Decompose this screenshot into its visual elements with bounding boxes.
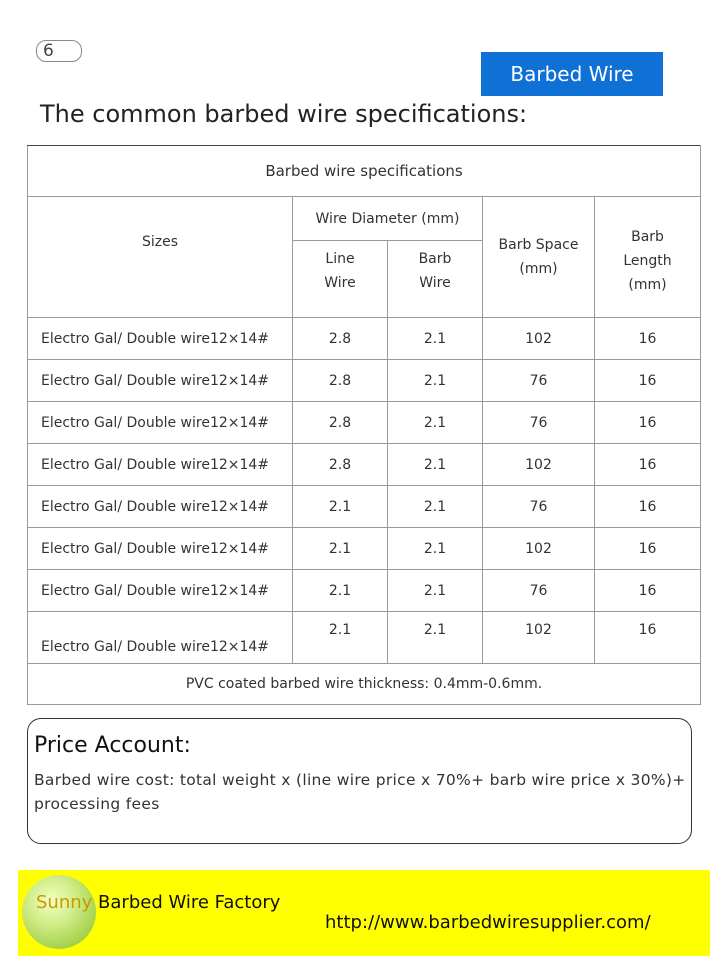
cell-barb-length: 16 xyxy=(595,444,701,486)
table-row xyxy=(28,570,701,612)
cell-line-wire: 2.8 xyxy=(293,318,388,360)
cell-size: Electro Gal/ Double wire12×14# xyxy=(28,612,293,664)
table-footer: PVC coated barbed wire thickness: 0.4mm-0.6mm. xyxy=(28,664,701,705)
cell-barb-wire: 2.1 xyxy=(388,444,483,486)
table-title-row xyxy=(28,146,701,197)
price-text: Barbed wire cost: total weight x (line wire price x 70%+ barb wire price x 30%)+ processing fees xyxy=(34,771,686,813)
cell-line-wire: 2.1 xyxy=(293,486,388,528)
cell-barb-wire: 2.1 xyxy=(388,402,483,444)
cell-barb-space: 76 xyxy=(483,360,595,402)
cell-barb-length: 16 xyxy=(595,612,701,664)
brand-name-first: Sunny xyxy=(36,892,93,913)
cell-line-wire: 2.8 xyxy=(293,360,388,402)
cell-barb-space: 102 xyxy=(483,444,595,486)
table-row xyxy=(28,402,701,444)
header-sizes: Sizes xyxy=(28,197,293,318)
header-line-wire xyxy=(293,241,388,318)
cell-barb-space: 102 xyxy=(483,528,595,570)
cell-barb-length: 16 xyxy=(595,318,701,360)
table-row xyxy=(28,318,701,360)
page-number: 6 xyxy=(36,40,82,62)
cell-line-wire: 2.8 xyxy=(293,444,388,486)
specs-table xyxy=(27,145,701,705)
website-link[interactable]: http://www.barbedwiresupplier.com/ xyxy=(325,912,651,933)
cell-size: Electro Gal/ Double wire12×14# xyxy=(28,528,293,570)
table-header-row xyxy=(28,197,701,241)
cell-barb-length: 16 xyxy=(595,360,701,402)
table-row xyxy=(28,360,701,402)
table-footer-row xyxy=(28,664,701,705)
cell-barb-length: 16 xyxy=(595,528,701,570)
cell-barb-space: 102 xyxy=(483,318,595,360)
cell-barb-wire: 2.1 xyxy=(388,570,483,612)
header-wire-diameter: Wire Diameter (mm) xyxy=(293,197,483,241)
cell-barb-wire: 2.1 xyxy=(388,528,483,570)
price-account-box xyxy=(27,718,692,844)
table-row xyxy=(28,528,701,570)
header-barb-length-line2: Length xyxy=(623,253,672,269)
cell-size: Electro Gal/ Double wire12×14# xyxy=(28,360,293,402)
cell-barb-space: 102 xyxy=(483,612,595,664)
cell-size: Electro Gal/ Double wire12×14# xyxy=(28,444,293,486)
header-barb-wire xyxy=(388,241,483,318)
cell-barb-length: 16 xyxy=(595,570,701,612)
header-barb-space xyxy=(483,197,595,318)
brand-name-rest: Barbed Wire Factory xyxy=(92,892,281,913)
cell-line-wire: 2.1 xyxy=(293,570,388,612)
table-title: Barbed wire specifications xyxy=(28,146,701,197)
header-line-wire-line2: Wire xyxy=(324,275,356,291)
table-row xyxy=(28,612,701,664)
header-barb-length-line1: Barb xyxy=(631,229,664,245)
cell-size: Electro Gal/ Double wire12×14# xyxy=(28,318,293,360)
header-barb-space-line2: (mm) xyxy=(519,261,558,277)
cell-line-wire: 2.1 xyxy=(293,528,388,570)
cell-line-wire: 2.1 xyxy=(293,612,388,664)
brand-name xyxy=(36,892,280,913)
header-barb-wire-line1: Barb xyxy=(418,251,452,267)
page-heading: The common barbed wire specifications: xyxy=(40,100,528,128)
header-barb-space-line1: Barb Space xyxy=(498,237,579,253)
cell-barb-wire: 2.1 xyxy=(388,612,483,664)
table-row xyxy=(28,486,701,528)
cell-line-wire: 2.8 xyxy=(293,402,388,444)
cell-barb-space: 76 xyxy=(483,570,595,612)
cell-size: Electro Gal/ Double wire12×14# xyxy=(28,402,293,444)
cell-size: Electro Gal/ Double wire12×14# xyxy=(28,486,293,528)
cell-barb-wire: 2.1 xyxy=(388,360,483,402)
cell-size: Electro Gal/ Double wire12×14# xyxy=(28,570,293,612)
cell-barb-length: 16 xyxy=(595,486,701,528)
header-line-wire-line1: Line xyxy=(325,251,355,267)
cell-barb-space: 76 xyxy=(483,486,595,528)
header-barb-length-line3: (mm) xyxy=(628,277,667,293)
cell-barb-wire: 2.1 xyxy=(388,318,483,360)
cell-barb-length: 16 xyxy=(595,402,701,444)
section-tag: Barbed Wire xyxy=(481,52,663,96)
price-title: Price Account: xyxy=(34,733,191,758)
cell-barb-wire: 2.1 xyxy=(388,486,483,528)
header-barb-wire-line2: Wire xyxy=(419,275,451,291)
header-barb-length xyxy=(595,197,701,318)
table-row xyxy=(28,444,701,486)
cell-barb-space: 76 xyxy=(483,402,595,444)
